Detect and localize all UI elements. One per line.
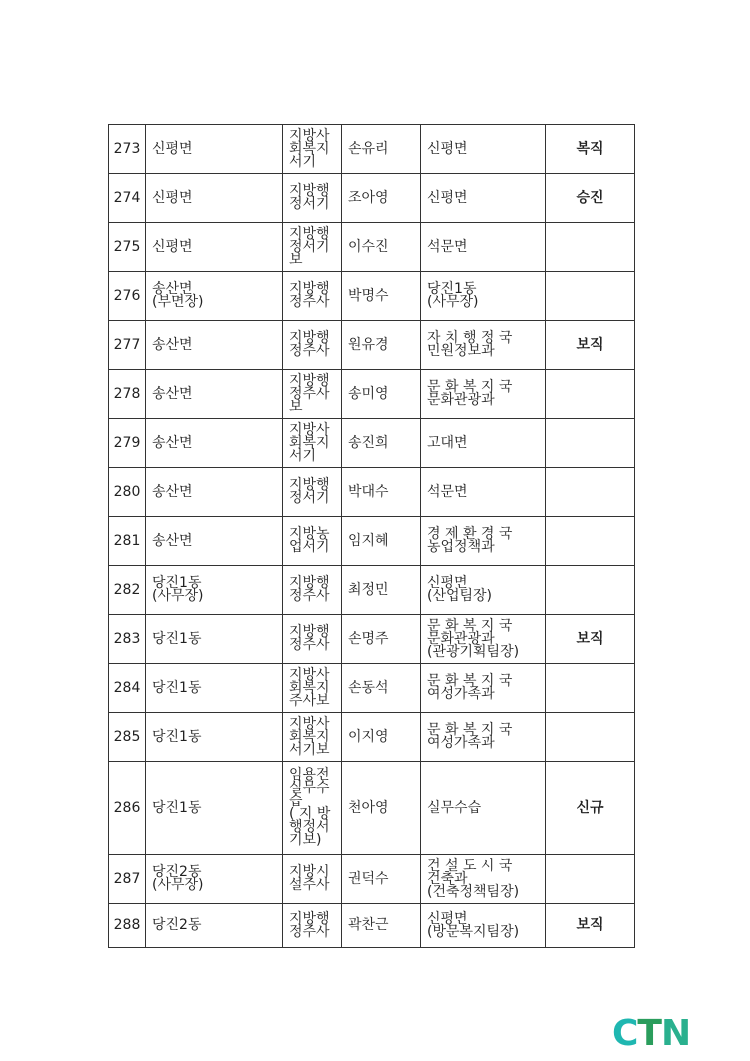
employee-name: 원유경 <box>348 336 389 353</box>
table-row <box>109 615 635 664</box>
remark: 승진 <box>576 189 604 206</box>
remark: 보직 <box>576 917 604 933</box>
remark-cell <box>546 370 635 419</box>
job-grade-cell <box>283 468 342 517</box>
new-post-cell <box>421 566 546 615</box>
current-post: 송산면 <box>152 483 193 500</box>
employee-name: 조아영 <box>348 189 389 206</box>
remark-cell <box>546 174 635 223</box>
current-post-cell <box>146 904 283 948</box>
job-grade-cell <box>283 904 342 948</box>
current-post: 송산면 <box>152 336 193 353</box>
row-number-cell <box>109 517 146 566</box>
new-post: 고대면 <box>427 434 468 451</box>
table-row <box>109 272 635 321</box>
row-number-cell <box>109 272 146 321</box>
employee-name-cell <box>342 713 421 762</box>
remark-cell <box>546 419 635 468</box>
logo-letter-n: N <box>660 1013 691 1054</box>
new-post: 경 제 환 경 국 농업정책과 <box>427 526 513 555</box>
remark-cell <box>546 321 635 370</box>
table-row <box>109 419 635 468</box>
employee-name: 박명수 <box>348 287 389 304</box>
new-post: 문 화 복 지 국 여성가족과 <box>427 673 513 702</box>
new-post: 신평면 (방문복지팀장) <box>427 910 520 940</box>
row-number-cell <box>109 713 146 762</box>
employee-name-cell <box>342 855 421 904</box>
new-post: 문 화 복 지 국 문화관광과 (관광기획팀장) <box>427 617 520 660</box>
row-number-cell <box>109 370 146 419</box>
row-number-cell <box>109 468 146 517</box>
remark-cell <box>546 615 635 664</box>
new-post-cell <box>421 664 546 713</box>
employee-name: 박대수 <box>348 483 389 500</box>
new-post-cell <box>421 615 546 664</box>
new-post: 신평면 <box>427 140 468 157</box>
new-post-cell <box>421 174 546 223</box>
table-row <box>109 468 635 517</box>
current-post-cell <box>146 566 283 615</box>
employee-name-cell <box>342 174 421 223</box>
employee-name: 천아영 <box>348 799 389 816</box>
new-post: 신평면 <box>427 189 468 206</box>
current-post-cell <box>146 174 283 223</box>
job-grade-cell <box>283 272 342 321</box>
job-grade-cell <box>283 370 342 419</box>
row-number: 277 <box>113 336 141 353</box>
employee-name: 손유리 <box>348 140 389 157</box>
table-row <box>109 223 635 272</box>
job-grade-cell <box>283 664 342 713</box>
employee-name-cell <box>342 370 421 419</box>
job-grade: 지방사 회복지 주사보 <box>289 666 330 709</box>
job-grade: 지방사 회복지 서기 <box>289 127 330 170</box>
job-grade-cell <box>283 615 342 664</box>
employee-name-cell <box>342 615 421 664</box>
current-post-cell <box>146 223 283 272</box>
remark-cell <box>546 517 635 566</box>
table-row <box>109 904 635 948</box>
new-post: 신평면 (산업팀장) <box>427 575 493 604</box>
employee-name-cell <box>342 664 421 713</box>
current-post-cell <box>146 468 283 517</box>
current-post-cell <box>146 419 283 468</box>
new-post: 건 설 도 시 국 건축과 (건축정책팀장) <box>427 857 520 900</box>
employee-name-cell <box>342 566 421 615</box>
table-row <box>109 664 635 713</box>
ctn-logo <box>612 1014 690 1054</box>
row-number: 274 <box>113 189 141 206</box>
row-number: 273 <box>113 140 141 157</box>
row-number-cell <box>109 615 146 664</box>
remark-cell <box>546 468 635 517</box>
job-grade: 지방행 정서기 보 <box>289 225 330 268</box>
row-number: 278 <box>113 385 141 402</box>
job-grade: 지방사 회복지 서기보 <box>289 715 330 758</box>
job-grade: 지방행 정주사 보 <box>289 372 330 415</box>
remark: 보직 <box>576 336 604 353</box>
row-number-cell <box>109 762 146 855</box>
row-number-cell <box>109 223 146 272</box>
new-post-cell <box>421 904 546 948</box>
new-post: 실무수습 <box>427 799 482 816</box>
new-post-cell <box>421 419 546 468</box>
new-post-cell <box>421 855 546 904</box>
current-post-cell <box>146 321 283 370</box>
row-number-cell <box>109 855 146 904</box>
current-post-cell <box>146 615 283 664</box>
remark-cell <box>546 223 635 272</box>
job-grade: 지방시 설주사 <box>289 864 330 893</box>
current-post: 당진2동 (사무장) <box>152 864 204 893</box>
remark-cell <box>546 272 635 321</box>
job-grade-cell <box>283 713 342 762</box>
current-post: 당진1동 <box>152 799 202 816</box>
row-number: 282 <box>113 581 141 598</box>
personnel-transfer-table <box>108 124 635 948</box>
job-grade-cell <box>283 517 342 566</box>
current-post: 당진1동 <box>152 728 202 745</box>
current-post: 신평면 <box>152 238 193 255</box>
logo-letter-c: C <box>612 1013 638 1054</box>
new-post-cell <box>421 321 546 370</box>
row-number: 286 <box>113 799 141 816</box>
new-post-cell <box>421 370 546 419</box>
employee-name-cell <box>342 468 421 517</box>
employee-name-cell <box>342 762 421 855</box>
employee-name: 임지혜 <box>348 532 389 549</box>
job-grade-cell <box>283 566 342 615</box>
current-post: 신평면 <box>152 140 193 157</box>
remark-cell <box>546 762 635 855</box>
current-post: 당진2동 <box>152 917 202 933</box>
job-grade: 지방행 정주사 <box>289 624 330 653</box>
job-grade-cell <box>283 762 342 855</box>
row-number: 285 <box>113 728 141 745</box>
table-row <box>109 762 635 855</box>
employee-name-cell <box>342 125 421 174</box>
job-grade: 지방농 업서기 <box>289 526 330 555</box>
table-row <box>109 370 635 419</box>
new-post-cell <box>421 762 546 855</box>
new-post-cell <box>421 713 546 762</box>
row-number: 288 <box>113 917 141 933</box>
current-post-cell <box>146 855 283 904</box>
employee-name: 송진희 <box>348 434 389 451</box>
job-grade-cell <box>283 321 342 370</box>
remark-cell <box>546 664 635 713</box>
row-number-cell <box>109 419 146 468</box>
table-body <box>109 125 635 948</box>
table-row <box>109 713 635 762</box>
employee-name: 손동석 <box>348 679 389 696</box>
current-post-cell <box>146 713 283 762</box>
job-grade-cell <box>283 419 342 468</box>
row-number-cell <box>109 125 146 174</box>
job-grade: 지방행 정주사 <box>289 281 330 310</box>
job-grade: 지방행 정서기 <box>289 183 330 212</box>
row-number: 287 <box>113 870 141 887</box>
current-post: 송산면 <box>152 385 193 402</box>
remark-cell <box>546 904 635 948</box>
table-row <box>109 321 635 370</box>
employee-name-cell <box>342 321 421 370</box>
job-grade: 지방행 정주사 <box>289 910 330 940</box>
job-grade-cell <box>283 125 342 174</box>
new-post: 자 치 행 정 국 민원정보과 <box>427 330 513 359</box>
job-grade: 지방행 정서기 <box>289 477 330 506</box>
row-number: 284 <box>113 679 141 696</box>
current-post: 송산면 <box>152 434 193 451</box>
row-number: 283 <box>113 630 141 647</box>
table-row <box>109 517 635 566</box>
employee-name: 손명주 <box>348 630 389 647</box>
current-post-cell <box>146 125 283 174</box>
job-grade: 지방행 정주사 <box>289 575 330 604</box>
new-post: 문 화 복 지 국 여성가족과 <box>427 722 513 751</box>
employee-name: 이지영 <box>348 728 389 745</box>
current-post: 당진1동 (사무장) <box>152 575 204 604</box>
current-post-cell <box>146 517 283 566</box>
current-post: 송산면 <box>152 532 193 549</box>
new-post: 석문면 <box>427 483 468 500</box>
table-row <box>109 174 635 223</box>
row-number-cell <box>109 664 146 713</box>
remark: 신규 <box>576 799 604 816</box>
job-grade: 지방행 정주사 <box>289 330 330 359</box>
row-number-cell <box>109 904 146 948</box>
new-post-cell <box>421 272 546 321</box>
remark-cell <box>546 125 635 174</box>
row-number: 279 <box>113 434 141 451</box>
employee-name: 권덕수 <box>348 870 389 887</box>
current-post: 신평면 <box>152 189 193 206</box>
new-post: 석문면 <box>427 238 468 255</box>
remark: 복직 <box>576 140 604 157</box>
table-row <box>109 855 635 904</box>
row-number: 275 <box>113 238 141 255</box>
employee-name: 송미영 <box>348 385 389 402</box>
row-number-cell <box>109 321 146 370</box>
new-post-cell <box>421 517 546 566</box>
new-post-cell <box>421 468 546 517</box>
row-number-cell <box>109 174 146 223</box>
employee-name: 곽찬근 <box>348 917 389 933</box>
remark-cell <box>546 855 635 904</box>
row-number: 276 <box>113 287 141 304</box>
remark-cell <box>546 713 635 762</box>
row-number: 280 <box>113 483 141 500</box>
logo-letter-t: T <box>637 1013 661 1054</box>
current-post: 당진1동 <box>152 679 202 696</box>
employee-name: 최정민 <box>348 581 389 598</box>
current-post: 송산면 (부면장) <box>152 281 204 310</box>
table-row <box>109 125 635 174</box>
employee-name-cell <box>342 904 421 948</box>
job-grade: 지방사 회복지 서기 <box>289 421 330 464</box>
current-post-cell <box>146 762 283 855</box>
employee-name-cell <box>342 272 421 321</box>
job-grade-cell <box>283 855 342 904</box>
row-number: 281 <box>113 532 141 549</box>
job-grade-cell <box>283 223 342 272</box>
employee-name: 이수진 <box>348 238 389 255</box>
current-post-cell <box>146 272 283 321</box>
new-post: 문 화 복 지 국 문화관광과 <box>427 379 513 408</box>
job-grade: 임용전 실무수 습 ( 지 방 행정서 기보) <box>289 767 331 848</box>
new-post-cell <box>421 125 546 174</box>
remark: 보직 <box>576 630 604 647</box>
employee-name-cell <box>342 223 421 272</box>
current-post-cell <box>146 664 283 713</box>
remark-cell <box>546 566 635 615</box>
table-row <box>109 566 635 615</box>
current-post-cell <box>146 370 283 419</box>
row-number-cell <box>109 566 146 615</box>
job-grade-cell <box>283 174 342 223</box>
new-post-cell <box>421 223 546 272</box>
new-post: 당진1동 (사무장) <box>427 281 479 310</box>
current-post: 당진1동 <box>152 630 202 647</box>
employee-name-cell <box>342 419 421 468</box>
employee-name-cell <box>342 517 421 566</box>
